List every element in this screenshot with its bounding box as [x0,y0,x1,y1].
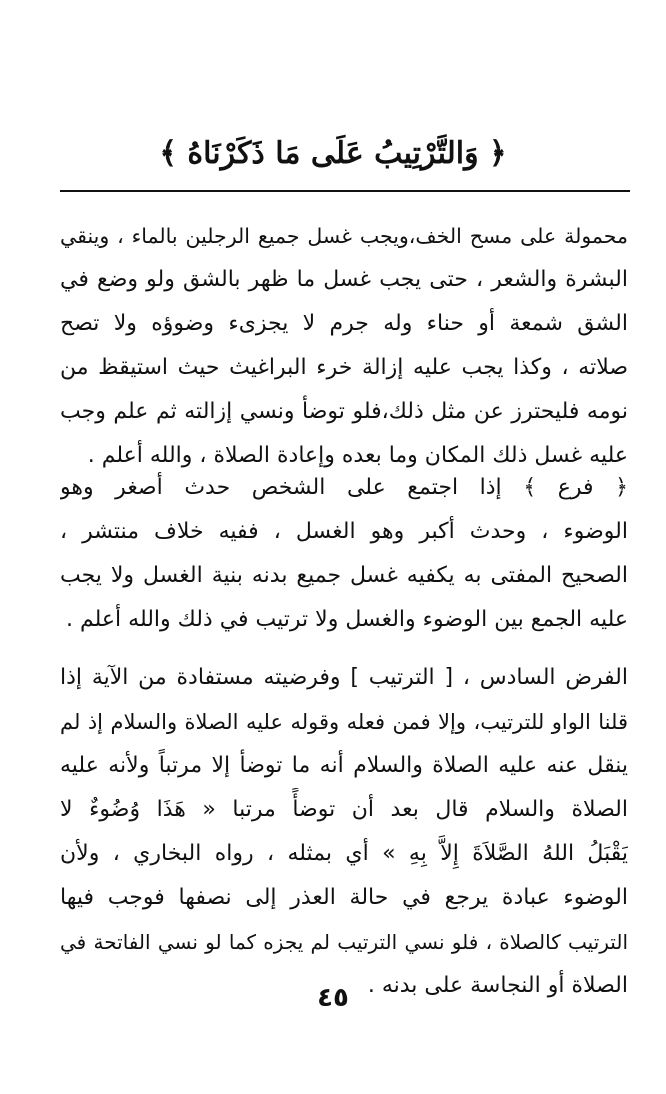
section-heading: ﴿ وَالتَّرْتِيبُ عَلَى مَا ذَكَرْنَاهُ ﴾ [159,136,507,171]
text-line: صلاته ، وكذا يجب عليه إزالة خرء البراغيث حيث استيقظ من [60,355,628,380]
text-line: نومه فليحترز عن مثل ذلك،فلو توضأ ونسي إزالته ثم علم وجب [60,399,628,424]
header-divider [60,190,630,192]
text-line: ﴿ فرع ﴾ إذا اجتمع على الشخص حدث أصغر وهو [60,475,628,500]
text-line: عليه غسل ذلك المكان وما بعده وإعادة الصلاة ، والله أعلم . [87,443,628,468]
text-line: الفرض السادس ، [ الترتيب ] وفرضيته مستفادة من الآية إذا [60,665,628,690]
text-line: الصلاة والسلام قال بعد أن توضأً مرتبا « هَذَا وُضُوءٌ لا [60,797,628,822]
page-number: ٤٥ [317,983,349,1013]
text-line: ينقل عنه عليه الصلاة والسلام أنه ما توضأ إلا مرتباً ولأنه عليه [60,753,628,778]
text-line: الشق شمعة أو حناء وله جرم لا يجزىء وضوؤه ولا تصح [60,311,628,336]
paragraph-wudu-washing-feet [60,214,628,478]
text-line: الصلاة أو النجاسة على بدنه . [367,973,628,998]
text-line: الوضوء عبادة يرجع في حالة العذر إلى نصفها فوجب فيها [60,885,628,910]
text-line: يَقْبَلُ اللهُ الصَّلاَةَ إِلاَّ بِهِ » أي بمثله ، رواه البخاري ، ولأن [60,841,628,866]
paragraph-far-minor-major-hadath [60,466,628,642]
paragraph-sixth-obligation-tartib [60,656,628,1008]
text-line: الصحيح المفتى به يكفيه غسل جميع بدنه بنية الغسل ولا يجب [60,563,628,588]
text-line: البشرة والشعر ، حتى يجب غسل ما ظهر بالشق ولو وضع في [60,267,628,292]
text-line: الترتيب كالصلاة ، فلو نسي الترتيب لم يجزه كما لو نسي الفاتحة في [60,930,628,954]
text-line: الوضوء ، وحدث أكبر وهو الغسل ، ففيه خلاف منتشر ، [60,519,628,544]
text-line: عليه الجمع بين الوضوء والغسل ولا ترتيب في ذلك والله أعلم . [66,607,628,632]
text-line: محمولة على مسح الخف،ويجب غسل جميع الرجلين بالماء ، وينقي [60,224,628,248]
text-line: قلنا الواو للترتيب، وإلا فمن فعله وقوله عليه الصلاة والسلام إذ لم [60,710,628,734]
